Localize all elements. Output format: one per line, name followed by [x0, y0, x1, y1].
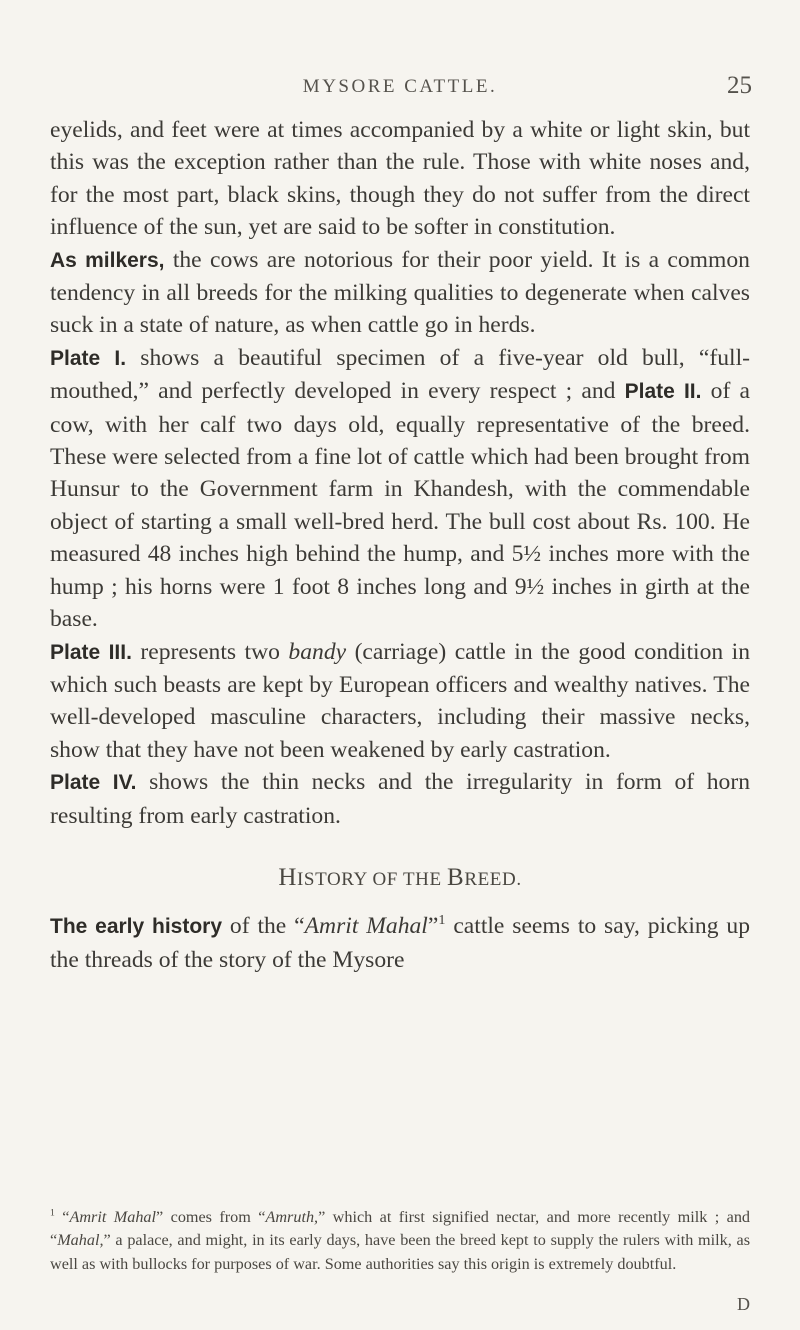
section-heading-part-2: ISTORY OF THE — [296, 868, 448, 890]
footnote-italic-3: Mahal, — [57, 1231, 104, 1250]
running-title: MYSORE CATTLE. — [302, 76, 498, 97]
paragraph-2 — [50, 244, 750, 342]
footnote-text-1: ” comes from “ — [156, 1208, 266, 1226]
history-paragraph-italic: Amrit Mahal — [304, 913, 428, 940]
footnote-1 — [50, 1206, 750, 1276]
footnote-reference[interactable]: 1 — [438, 912, 446, 929]
section-heading-part-1: H — [278, 863, 297, 891]
paragraph-3-lead-2: Plate II. — [624, 380, 702, 404]
paragraph-5-text: shows the thin necks and the irregularity in form of horn resulting from early castration. — [50, 769, 750, 829]
history-paragraph — [50, 910, 750, 976]
paragraph-3-text-1: shows a beautiful specimen of a five-year old bull, “full-mouthed,” and perfectly developed in every respect ; and — [50, 344, 750, 405]
paragraph-1-text: eyelids, and feet were at times accompanied by a white or light skin, but this was the exception rather than the rule. Those with white noses and, for the most part, black skins, though they do not suffer from the direct influence of the sun, yet are said to be softer in constitution. — [50, 117, 750, 241]
paragraph-4-text-2: (carriage) cattle in the good condition in which such beasts are kept by European officers and wealthy natives. The well-developed masculine characters, including their massive necks, show that they have not been weakened by early castration. — [50, 638, 750, 763]
signature-mark: D — [737, 1294, 750, 1314]
paragraph-2-text: the cows are notorious for their poor yield. It is a common tendency in all breeds for the milking qualities to degenerate when calves suck in a state of nature, as when cattle go in herds. — [50, 246, 750, 339]
footnote-text-2: ” which at first signified nectar, and more recently milk ; and “ — [50, 1208, 751, 1250]
footnote-italic-2: Amruth, — [265, 1208, 319, 1226]
section-heading-part-4: REED. — [464, 868, 522, 890]
footnote-quote-open: “ — [62, 1208, 70, 1226]
paragraph-5-lead: Plate IV. — [50, 771, 137, 795]
footnotes — [50, 1206, 750, 1276]
paragraph-3 — [50, 342, 750, 636]
paragraph-2-lead: As milkers, — [50, 248, 165, 272]
paragraph-4 — [50, 636, 750, 767]
paragraph-3-text-2: of a cow, with her calf two days old, equally representative of the breed. These were selected from a fine lot of cattle which had been brought from Hunsur to the Government farm in Khandesh, with the commendable object of starting a small well-bred herd. The bull cost about Rs. 100. He measured 48 inches high behind the hump, and 5½ inches more with the hump ; his horns were 1 foot 8 inches long and 9½ inches in girth at the base. — [50, 378, 750, 633]
section-heading — [50, 862, 750, 896]
paragraph-4-text-1: represents two — [131, 638, 289, 665]
history-paragraph-lead: The early history — [50, 915, 223, 939]
history-paragraph-text-2: ” — [427, 913, 439, 940]
footnote-text-3: ” a palace, and might, in its early days, have been the breed kept to supply the rulers with milk, as well as with bullocks for purposes of war. Some authorities say this origin is extremely doubtful. — [50, 1231, 750, 1273]
paragraph-5 — [50, 766, 750, 832]
paragraph-3-lead: Plate I. — [50, 346, 127, 370]
history-paragraph-text-3: cattle seems to say, picking up the threads of the story of the Mysore — [50, 913, 750, 973]
paragraph-4-lead: Plate III. — [50, 640, 132, 664]
page-number: 25 — [727, 72, 752, 99]
paragraph-4-italic: bandy — [288, 638, 347, 665]
body-text — [50, 114, 750, 976]
paragraph-1 — [50, 114, 750, 244]
running-head — [0, 72, 800, 106]
footnote-italic-1: Amrit Mahal — [69, 1208, 157, 1226]
section-heading-part-3: B — [447, 863, 465, 891]
footnote-mark: 1 — [50, 1207, 55, 1219]
history-paragraph-text-1: of the “ — [222, 913, 305, 940]
